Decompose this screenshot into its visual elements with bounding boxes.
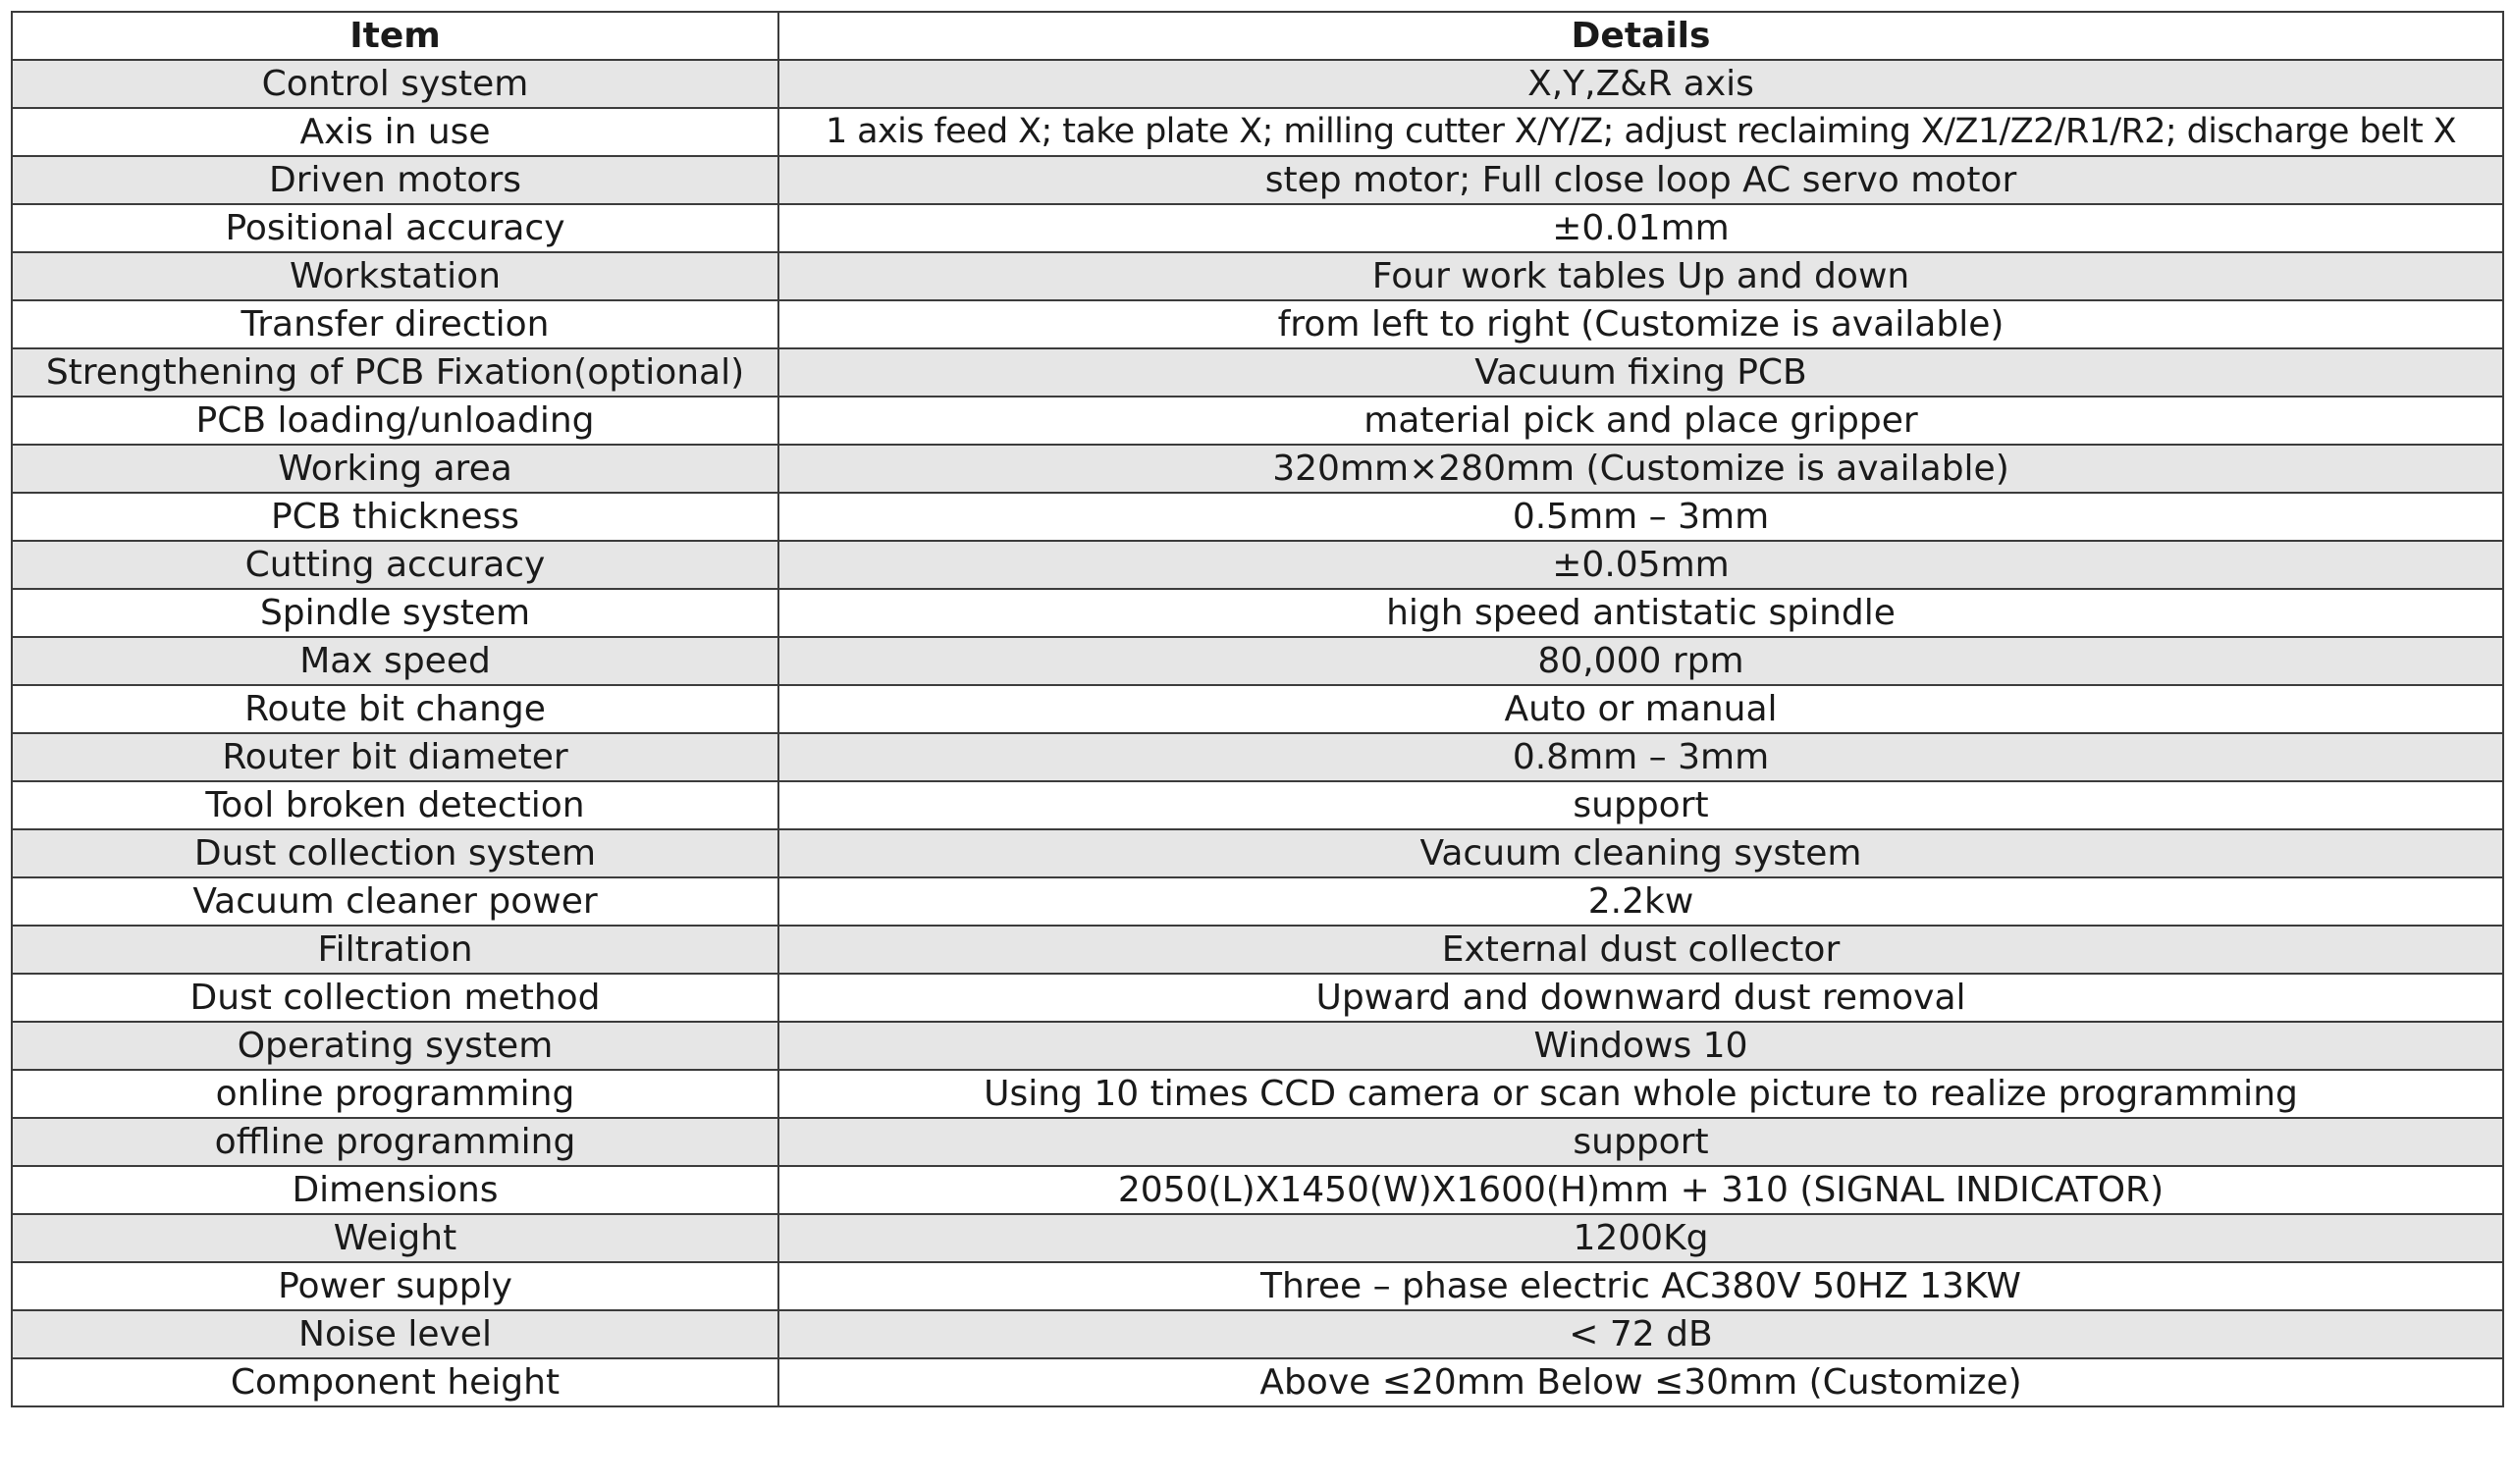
row-item-cell: Driven motors (12, 156, 778, 204)
header-item: Item (12, 12, 778, 60)
row-item-cell: Dust collection method (12, 974, 778, 1022)
table-row (12, 733, 2503, 781)
row-details-cell: 1 axis feed X; take plate X; milling cutter X/Y/Z; adjust reclaiming X/Z1/Z2/R1/R2; discharge belt X (778, 108, 2503, 156)
table-row (12, 1214, 2503, 1262)
row-item-cell: Max speed (12, 637, 778, 685)
row-details-cell: External dust collector (778, 926, 2503, 974)
row-item-cell: Axis in use (12, 108, 778, 156)
row-item-cell: Power supply (12, 1262, 778, 1310)
row-details-cell: Vacuum cleaning system (778, 829, 2503, 877)
table-row (12, 348, 2503, 397)
row-item-cell: Operating system (12, 1022, 778, 1070)
row-details-cell: support (778, 1118, 2503, 1166)
table-row (12, 781, 2503, 829)
table-body (12, 60, 2503, 1406)
row-item-cell: Dimensions (12, 1166, 778, 1214)
row-item-cell: Positional accuracy (12, 204, 778, 252)
row-details-cell: Above ≤20mm Below ≤30mm (Customize) (778, 1358, 2503, 1406)
table-row (12, 493, 2503, 541)
table-row (12, 204, 2503, 252)
row-details-cell: X,Y,Z&R axis (778, 60, 2503, 108)
table-row (12, 1262, 2503, 1310)
row-item-cell: Dust collection system (12, 829, 778, 877)
row-item-cell: Cutting accuracy (12, 541, 778, 589)
row-item-cell: Spindle system (12, 589, 778, 637)
table-row (12, 445, 2503, 493)
header-details: Details (778, 12, 2503, 60)
row-details-cell: high speed antistatic spindle (778, 589, 2503, 637)
table-row (12, 829, 2503, 877)
table-row (12, 637, 2503, 685)
table-row (12, 397, 2503, 445)
row-details-cell: ±0.01mm (778, 204, 2503, 252)
table-row (12, 1070, 2503, 1118)
row-details-cell: from left to right (Customize is available) (778, 300, 2503, 348)
row-details-cell: 0.5mm – 3mm (778, 493, 2503, 541)
table-row (12, 252, 2503, 300)
table-row (12, 589, 2503, 637)
row-details-cell: 2050(L)X1450(W)X1600(H)mm + 310 (SIGNAL INDICATOR) (778, 1166, 2503, 1214)
table-row (12, 300, 2503, 348)
table-row (12, 1310, 2503, 1358)
row-item-cell: Filtration (12, 926, 778, 974)
row-item-cell: PCB thickness (12, 493, 778, 541)
table-row (12, 877, 2503, 926)
row-item-cell: Tool broken detection (12, 781, 778, 829)
row-details-cell: Vacuum fixing PCB (778, 348, 2503, 397)
row-details-cell: Four work tables Up and down (778, 252, 2503, 300)
row-item-cell: Noise level (12, 1310, 778, 1358)
table-row (12, 541, 2503, 589)
table-row (12, 156, 2503, 204)
row-details-cell: 0.8mm – 3mm (778, 733, 2503, 781)
row-details-cell: 1200Kg (778, 1214, 2503, 1262)
table-row (12, 685, 2503, 733)
row-item-cell: Control system (12, 60, 778, 108)
row-item-cell: Router bit diameter (12, 733, 778, 781)
table-row (12, 974, 2503, 1022)
header-row (12, 12, 2503, 60)
table-row (12, 60, 2503, 108)
table-header (12, 12, 2503, 60)
table-row (12, 1358, 2503, 1406)
row-item-cell: PCB loading/unloading (12, 397, 778, 445)
row-item-cell: Strengthening of PCB Fixation(optional) (12, 348, 778, 397)
row-details-cell: Three – phase electric AC380V 50HZ 13KW (778, 1262, 2503, 1310)
row-details-cell: Windows 10 (778, 1022, 2503, 1070)
table-row (12, 1022, 2503, 1070)
row-details-cell: Auto or manual (778, 685, 2503, 733)
row-details-cell: 80,000 rpm (778, 637, 2503, 685)
row-item-cell: Weight (12, 1214, 778, 1262)
row-item-cell: Component height (12, 1358, 778, 1406)
table-row (12, 108, 2503, 156)
row-details-cell: Using 10 times CCD camera or scan whole picture to realize programming (778, 1070, 2503, 1118)
row-item-cell: Vacuum cleaner power (12, 877, 778, 926)
row-details-cell: 2.2kw (778, 877, 2503, 926)
row-item-cell: Route bit change (12, 685, 778, 733)
table-row (12, 1166, 2503, 1214)
table-row (12, 926, 2503, 974)
row-details-cell: < 72 dB (778, 1310, 2503, 1358)
row-item-cell: online programming (12, 1070, 778, 1118)
row-details-cell: material pick and place gripper (778, 397, 2503, 445)
row-item-cell: Workstation (12, 252, 778, 300)
table-row (12, 1118, 2503, 1166)
row-item-cell: offline programming (12, 1118, 778, 1166)
row-details-cell: ±0.05mm (778, 541, 2503, 589)
row-details-cell: Upward and downward dust removal (778, 974, 2503, 1022)
row-item-cell: Transfer direction (12, 300, 778, 348)
row-details-cell: support (778, 781, 2503, 829)
row-item-cell: Working area (12, 445, 778, 493)
row-details-cell: step motor; Full close loop AC servo motor (778, 156, 2503, 204)
specifications-table (11, 11, 2504, 1407)
row-details-cell: 320mm×280mm (Customize is available) (778, 445, 2503, 493)
